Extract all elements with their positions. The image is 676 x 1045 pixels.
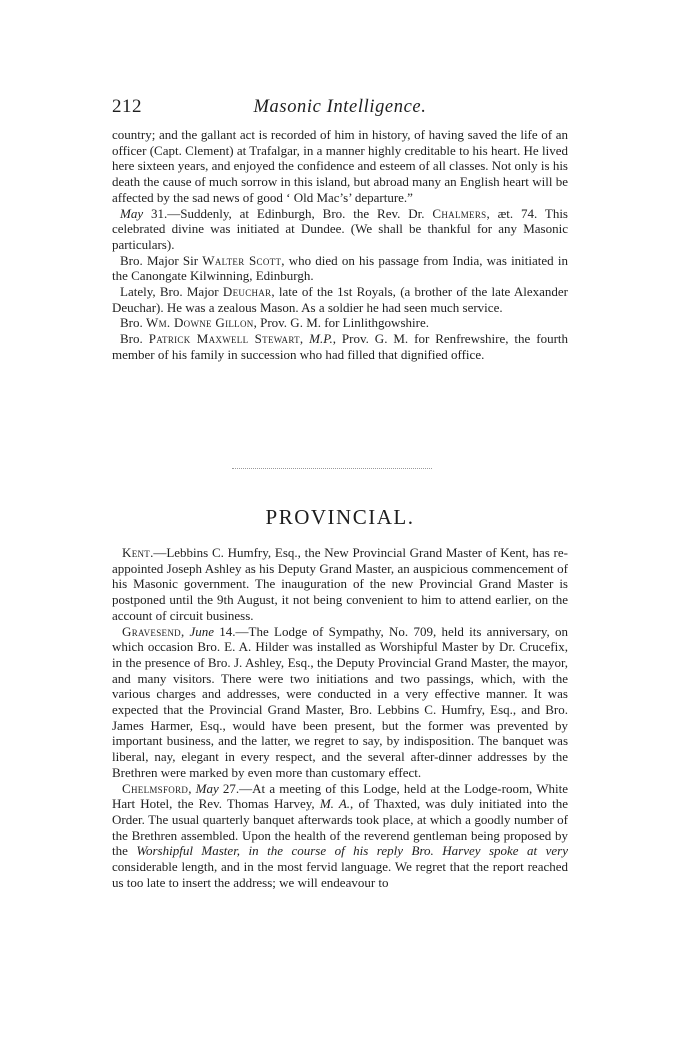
paragraph-text: considerable length, and in the most fervid language. We regret that the report reached us too late to insert the address; we will endeavour to [112, 859, 568, 890]
paragraph-text: country; and the gallant act is recorded of him in history, of having saved the life of an officer (Capt. Clement) at Trafalgar, in a manner highly creditable to his heart. He lived here sixteen years, and enjoyed the confidence and esteem of all classes. Not only is his death the cause of much sorrow in this island, but abroad many an English heart will be affected by the sad news of good ‘ Old Mac’s’ departure.” [112, 127, 568, 205]
person-name: Chalmers [432, 205, 487, 221]
place-name: Gravesend [122, 623, 181, 639]
paragraph-text: , who died on his passage from India, was initiated in the Canongate Kilwinning, Edinburgh. [112, 252, 568, 284]
paragraph-text: Lately, Bro. Major [120, 284, 223, 300]
paragraph-text: Bro. [120, 331, 149, 347]
page-number: 212 [112, 96, 142, 117]
paragraph-text: , Prov. G. M. for Linlithgowshire. [253, 315, 429, 331]
paragraph-text: , æt. 74. This celebrated divine was initiated at Dundee. (We shall be thankful for any Masonic particulars). [112, 205, 568, 252]
title-abbreviation: M.P. [309, 331, 333, 347]
paragraph-text: Bro. [120, 315, 146, 331]
paragraph-text: 14.—The Lodge of Sympathy, No. 709, held its anniversary, on which occasion Bro. E. A. Hilder was installed as Worshipful Master by Dr. Crucefix, in the presence of Bro. J. Ashley, Esq., the Deputy Provincial Grand Master, the mayor, and many visitors. There were two initiations and two passings, which, with the various charges and addresses, were conducted in a very effective manner. It was expected that the Provincial Grand Master, Bro. Lebbins C. Humfry, Esq., and Bro. James Harmer, Esq., would have been present, but the former was prevented by important business, and the latter, we regret to say, by indisposition. The banquet was liberal, nay, elegant in every respect, and the several after-dinner addresses by the Brethren were marked by even more than customary effect. [112, 623, 568, 780]
italic-passage: Worshipful Master, in the course of his reply Bro. Harvey spoke at very [136, 843, 568, 859]
paragraph-text: 31.—Suddenly, at Edinburgh, Bro. the Rev. Dr. [143, 205, 433, 221]
place-name: Chelmsford [122, 780, 189, 796]
paragraph-text: , Prov. G. M. for Renfrewshire, the fourth member of his family in succession who had filled that dignified office. [112, 331, 569, 362]
place-name: Kent [122, 545, 151, 560]
person-name: Patrick Maxwell Stewart [148, 331, 300, 347]
paragraph-text: , of Thaxted, was duly initiated into the Order. The usual quarterly banquet afterwards took place, at which a goodly number of the Brethren assembled. Upon the health of the reverend gentleman being proposed by the [112, 796, 568, 859]
report-kent [112, 545, 568, 624]
obituary-scott [112, 253, 568, 284]
section-heading: PROVINCIAL. [265, 505, 415, 529]
obituaries-section [112, 127, 568, 363]
report-chelmsford: Chelmsford, May 27.—At a meeting of this Lodge, held at the Lodge-room, White Hart Hotel, the Rev. Thomas Harvey, M. A., of Thaxted, was duly initiated into the Order. The usual quarterly banquet afterwards took place, at which a goodly number of the Brethren assembled. Upon the health of the reverend gentleman being proposed by the Worshipful Master, in the course of his reply Bro. Harvey spoke at very considerable length, and in the most fervid language. We regret that the report reached us too late to insert the address; we will endeavour to [112, 780, 569, 890]
person-name: Wm. Downe Gillon [146, 315, 254, 331]
person-name: Deuchar [222, 284, 272, 300]
date-month: June [189, 623, 215, 639]
date-month: May [195, 780, 219, 796]
running-title: Masonic Intelligence. [253, 97, 427, 117]
paragraph-text: Bro. Major Sir [120, 252, 203, 268]
obituary-stewart [112, 331, 568, 362]
paragraph-text: , late of the 1st Royals, (a brother of the late Alexander Deuchar). He was a zealous Mason. As a soldier he had seen much service. [112, 284, 568, 315]
section-divider [232, 468, 432, 469]
obituary-deuchar [112, 284, 568, 315]
page-header [112, 96, 568, 122]
paragraph-text: 27.—At a meeting of this Lodge, held at the Lodge-room, White Hart Hotel, the Rev. Thomas Harvey, [112, 780, 569, 812]
person-name: Walter Scott [202, 252, 282, 268]
paragraph-text: .—Lebbins C. Humfry, Esq., the New Provincial Grand Master of Kent, has re-appointed Joseph Ashley as his Deputy Grand Master, an auspicious commencement of his Masonic government. The inauguration of the new Provincial Grand Master is postponed until the 9th August, it not being convenient to him to attend earlier, on the account of circuit business. [112, 545, 568, 623]
obituary-gillon [112, 315, 568, 331]
title-abbreviation: M. A. [319, 796, 351, 812]
obituary-paragraph-continued [112, 127, 568, 206]
provincial-section [112, 545, 568, 890]
date-month: May [120, 205, 144, 221]
paragraph-text: , [299, 331, 310, 347]
report-gravesend: Gravesend, June 14.—The Lodge of Sympathy, No. 709, held its anniversary, on which occasion Bro. E. A. Hilder was installed as Worshipful Master by Dr. Crucefix, in the presence of Bro. J. Ashley, Esq., the Deputy Provincial Grand Master, the mayor, and many visitors. There were two initiations and two passings, which, with the various charges and addresses, were conducted in a very effective manner. It was expected that the Provincial Grand Master, Bro. Lebbins C. Humfry, Esq., and Bro. James Harmer, Esq., would have been present, but the former was prevented by important business, and the latter, we regret to say, by indisposition. The banquet was liberal, nay, elegant in every respect, and the several after-dinner addresses by the Brethren were marked by even more than customary effect. [112, 623, 568, 780]
obituary-chalmers [112, 206, 568, 253]
